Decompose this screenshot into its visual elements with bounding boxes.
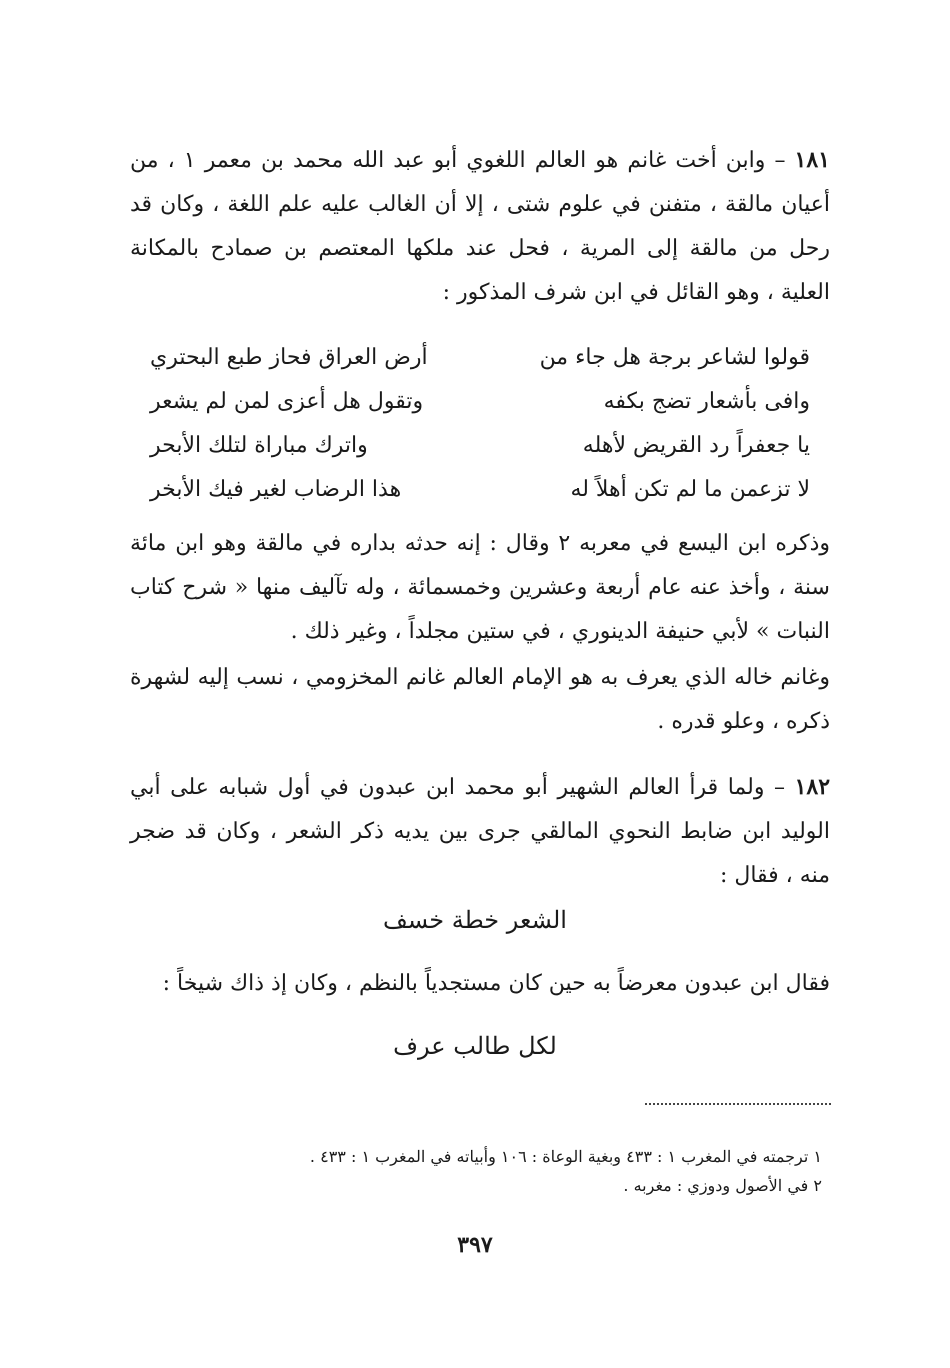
verse-second-hemistich: أرض العراق فحاز طبع البحتري [150, 345, 428, 370]
paragraph [130, 656, 830, 744]
paragraph [130, 522, 830, 654]
entry-181-paragraph [130, 138, 830, 315]
entry-text: – وابن أخت غانم هو العالم اللغوي أبو عبد الله محمد بن معمر ١ ، من أعيان مالقة ، متفنن في علوم شتى ، إلا أن الغالب عليه علم اللغة ، وكان قد رحل من مالقة إلى المرية ، فحل عند ملكها المعتصم بن صمادح بالمكانة العلية ، وهو القائل في ابن شرف المذكور : [130, 148, 830, 305]
paragraph [130, 962, 830, 1006]
verse [150, 424, 810, 468]
paragraph-text: وذكره ابن اليسع في معربه ٢ وقال : إنه حدثه بداره في مالقة وهو ابن مائة سنة ، وأخذ عنه عام أربعة وعشرين وخمسمائة ، وله تآليف منها « شرح كتاب النبات » لأبي حنيفة الدينوري ، في ستين مجلداً ، وغير ذلك . [130, 531, 830, 644]
entry-number: ١٨١ [794, 147, 830, 173]
footnote-divider [645, 1103, 831, 1105]
verse [150, 380, 810, 424]
poem [150, 336, 810, 512]
verse-second-hemistich: هذا الرضاب لغير فيك الأبخر [150, 477, 402, 502]
verse-first-hemistich: لا تزعمن ما لم تكن أهلاً له [570, 477, 810, 502]
quoted-hemistich: لكل طالب عرف [393, 1032, 557, 1060]
footnotes [200, 1142, 822, 1200]
verse [150, 336, 810, 380]
paragraph-text: وغانم خاله الذي يعرف به هو الإمام العالم غانم المخزومي ، نسب إليه لشهرة ذكره ، وعلو قدره . [130, 665, 830, 734]
footnote: ١ ترجمته في المغرب ١ : ٤٣٣ وبغية الوعاة : ١٠٦ وأبياته في المغرب ١ : ٤٣٣ . [309, 1147, 822, 1166]
entry-number: ١٨٢ [794, 774, 831, 800]
verse [150, 468, 810, 512]
page-number: ٣٩٧ [457, 1232, 493, 1258]
verse-first-hemistich: يا جعفراً رد القريض لأهله [582, 433, 810, 458]
verse-second-hemistich: واترك مباراة لتلك الأبحر [150, 433, 368, 458]
paragraph-text: فقال ابن عبدون معرضاً به حين كان مستجدياً بالنظم ، وكان إذ ذاك شيخاً : [162, 971, 830, 996]
verse-first-hemistich: قولوا لشاعر برجة هل جاء من [539, 345, 810, 370]
footnote: ٢ في الأصول ودوزي : مغربه . [623, 1176, 822, 1195]
entry-text: – ولما قرأ العالم الشهير أبو محمد ابن عبدون في أول شبابه على أبي الوليد ابن ضابط النحوي المالقي جرى بين يديه ذكر الشعر ، وكان قد ضجر منه ، فقال : [130, 775, 830, 888]
verse-first-hemistich: وافى بأشعار تضج بكفه [603, 389, 810, 414]
entry-182-paragraph [130, 765, 830, 898]
verse-second-hemistich: وتقول هل أعزى لمن لم يشعر [150, 389, 424, 414]
quoted-hemistich: الشعر خطة خسف [383, 906, 567, 934]
